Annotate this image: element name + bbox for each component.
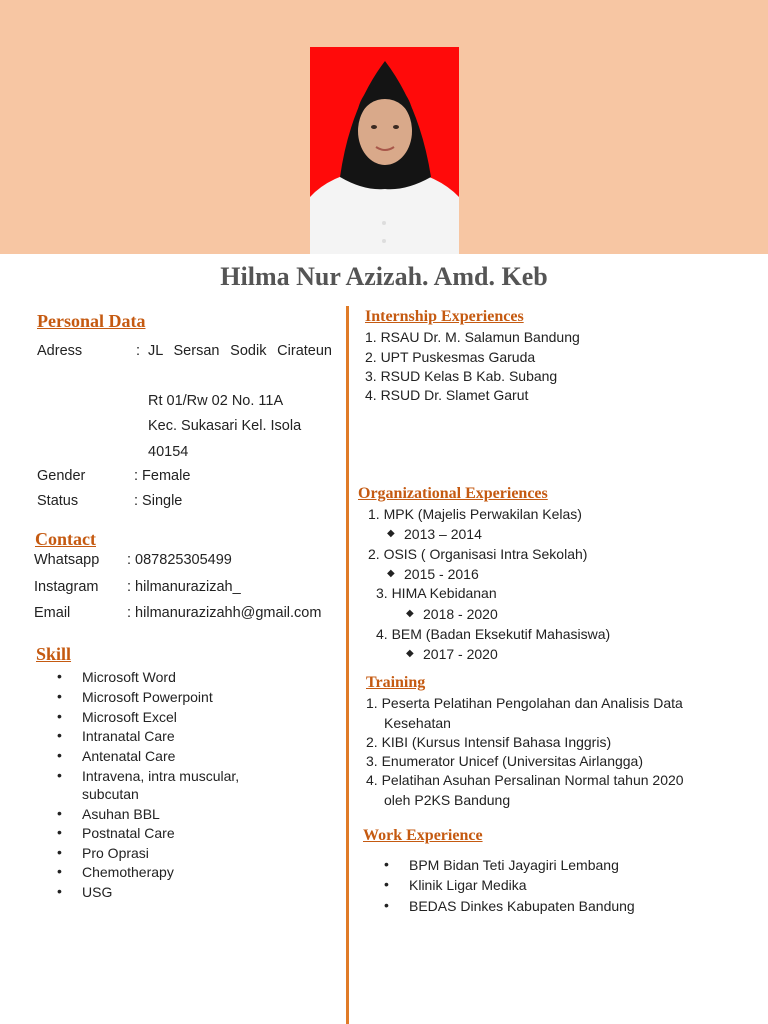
- training-item: 3. Enumerator Unicef (Universitas Airlangga): [366, 753, 644, 769]
- internship-item: 1. RSAU Dr. M. Salamun Bandung: [365, 329, 580, 345]
- training-item: 2. KIBI (Kursus Intensif Bahasa Inggris): [366, 734, 612, 750]
- instagram-value: : hilmanurazizah_: [127, 579, 241, 595]
- portrait-illustration: [310, 47, 459, 254]
- work-experience-heading: Work Experience: [363, 827, 483, 844]
- training-item: 4. Pelatihan Asuhan Persalinan Normal tahun 2020: [366, 772, 684, 788]
- organization-item: 3. HIMA Kebidanan: [376, 585, 497, 601]
- gender-label: Gender: [37, 468, 86, 484]
- skill-item: • Antenatal Care: [82, 748, 175, 764]
- skill-item: • USG: [82, 884, 112, 900]
- skill-item: • Microsoft Powerpoint: [82, 689, 213, 705]
- skill-item: • Microsoft Word: [82, 669, 176, 685]
- organization-period: ◆ 2015 - 2016: [404, 566, 479, 582]
- address-line-2: Rt 01/Rw 02 No. 11A: [148, 393, 284, 409]
- skill-item: • Pro Oprasi: [82, 845, 149, 861]
- internship-item: 3. RSUD Kelas B Kab. Subang: [365, 368, 558, 384]
- personal-data-heading: Personal Data: [37, 311, 146, 331]
- training-item: 1. Peserta Pelatihan Pengolahan dan Analisis Data: [366, 695, 683, 711]
- address-separator: :: [136, 343, 141, 359]
- work-item: • BPM Bidan Teti Jayagiri Lembang: [409, 857, 619, 873]
- address-line-1: JL Sersan Sodik Cirateun: [148, 343, 332, 359]
- address-label: Adress: [37, 343, 83, 359]
- organization-period: ◆ 2018 - 2020: [423, 606, 498, 622]
- organization-item: 1. MPK (Majelis Perwakilan Kelas): [368, 506, 582, 522]
- training-item-continuation: Kesehatan: [384, 715, 451, 731]
- skill-item: • Asuhan BBL: [82, 806, 160, 822]
- whatsapp-label: Whatsapp: [34, 552, 100, 568]
- status-label: Status: [37, 493, 79, 509]
- skill-heading: Skill: [36, 644, 72, 664]
- skill-item-continuation: subcutan: [82, 786, 139, 802]
- organizational-heading: Organizational Experiences: [358, 485, 548, 502]
- skill-item: • Postnatal Care: [82, 825, 175, 841]
- address-line-4: 40154: [148, 444, 189, 460]
- profile-photo: [310, 47, 459, 254]
- work-item: • BEDAS Dinkes Kabupaten Bandung: [409, 898, 635, 914]
- status-value: : Single: [134, 493, 183, 509]
- address-line-3: Kec. Sukasari Kel. Isola: [148, 418, 302, 434]
- internship-item: 4. RSUD Dr. Slamet Garut: [365, 387, 529, 403]
- email-label: Email: [34, 605, 71, 621]
- organization-item: 4. BEM (Badan Eksekutif Mahasiswa): [376, 626, 611, 642]
- skill-item: • Intravena, intra muscular,: [82, 768, 239, 784]
- internship-heading: Internship Experiences: [365, 308, 524, 325]
- skill-item: • Intranatal Care: [82, 728, 175, 744]
- column-divider: [346, 306, 349, 1024]
- organization-item: 2. OSIS ( Organisasi Intra Sekolah): [368, 546, 588, 562]
- skill-item: • Microsoft Excel: [82, 709, 177, 725]
- full-name: Hilma Nur Azizah. Amd. Keb: [220, 262, 548, 291]
- work-item: • Klinik Ligar Medika: [409, 877, 527, 893]
- internship-item: 2. UPT Puskesmas Garuda: [365, 349, 536, 365]
- whatsapp-value: : 087825305499: [127, 552, 232, 568]
- skill-item: • Chemotherapy: [82, 864, 174, 880]
- training-heading: Training: [366, 674, 426, 691]
- contact-heading: Contact: [35, 529, 96, 549]
- training-item-continuation: oleh P2KS Bandung: [384, 792, 511, 808]
- instagram-label: Instagram: [34, 579, 99, 595]
- gender-value: : Female: [134, 468, 191, 484]
- clipped-row: [36, 519, 336, 527]
- email-value: : hilmanurazizahh@gmail.com: [127, 605, 322, 621]
- organization-period: ◆ 2013 – 2014: [404, 526, 482, 542]
- organization-period: ◆ 2017 - 2020: [423, 646, 498, 662]
